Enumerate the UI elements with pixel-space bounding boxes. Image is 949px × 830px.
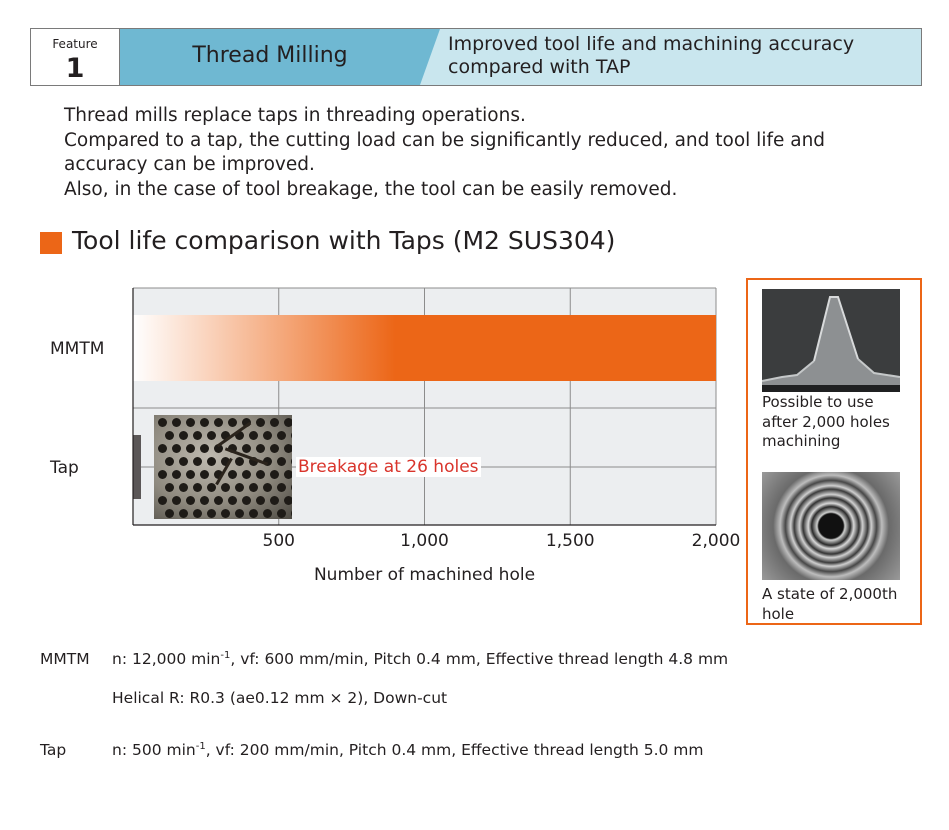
hole-mark (277, 431, 286, 440)
hole-mark (172, 418, 181, 427)
hole-mark (256, 470, 265, 479)
x-tick-0: 500 (262, 531, 295, 551)
hole-mark (186, 470, 195, 479)
feature-subtitle-line: Improved tool life and machining accuracy (448, 33, 855, 55)
feature-subtitle (448, 33, 918, 79)
tap-condition-label: Tap (40, 741, 67, 759)
hole-mark (193, 431, 202, 440)
hole-mark (221, 483, 230, 492)
intro-line: Also, in the case of tool breakage, the tool can be easily removed. (64, 178, 678, 200)
caption-after-2000-holes (762, 393, 912, 452)
hole-mark (235, 509, 244, 518)
hole-mark (291, 509, 292, 518)
hole-mark (270, 444, 279, 453)
hole-mark (228, 418, 237, 427)
x-tick-labels (263, 531, 741, 551)
hole-mark (193, 457, 202, 466)
hole-mark (207, 509, 216, 518)
hole-mark (263, 431, 272, 440)
mmtm-speed: n: 12,000 min (112, 650, 221, 669)
hole-mark (186, 496, 195, 505)
hole-mark (186, 418, 195, 427)
hole-mark (207, 431, 216, 440)
feature-word: Feature (52, 37, 98, 51)
mmtm-condition-line1 (112, 650, 728, 668)
hole-mark (284, 496, 292, 505)
hole-mark (172, 444, 181, 453)
caption-line: after 2,000 holes (762, 412, 890, 431)
hole-mark (193, 509, 202, 518)
y-tick-tap: Tap (50, 458, 79, 478)
hole-mark (221, 509, 230, 518)
section-marker (40, 232, 62, 254)
feature-subtitle-line: compared with TAP (448, 56, 631, 78)
bar-mmtm (133, 315, 716, 381)
y-tick-labels (49, 339, 104, 478)
hole-mark (207, 457, 216, 466)
y-tick-mmtm: MMTM (50, 339, 105, 359)
hole-mark (179, 509, 188, 518)
hole-mark (242, 444, 251, 453)
intro-paragraph (64, 104, 924, 202)
tap-breakage-photo (154, 415, 292, 519)
hole-mark (284, 444, 292, 453)
hole-mark (242, 496, 251, 505)
x-tick-3: 2,000 (691, 531, 741, 551)
hole-mark (158, 470, 167, 479)
hole-mark (284, 418, 292, 427)
hole-mark (165, 457, 174, 466)
tap-speed-exponent: -1 (195, 741, 206, 752)
x-tick-1: 1,000 (400, 531, 449, 551)
hole-mark (235, 457, 244, 466)
hole-mark (235, 483, 244, 492)
hole-mark (228, 496, 237, 505)
hole-mark (165, 509, 174, 518)
mmtm-speed-exponent: -1 (220, 650, 231, 661)
tap-params: , vf: 200 mm/min, Pitch 0.4 mm, Effective thread length 5.0 mm (205, 741, 704, 760)
hole-mark (291, 483, 292, 492)
hole-mark (214, 496, 223, 505)
caption-line: Possible to use (762, 393, 874, 411)
hole-mark (207, 483, 216, 492)
feature-title: Thread Milling (192, 43, 348, 68)
feature-badge (30, 28, 120, 86)
hole-mark (263, 483, 272, 492)
hole-mark (158, 418, 167, 427)
tap-condition-line (112, 741, 703, 759)
hole-mark (200, 496, 209, 505)
threaded-hole-photo (762, 472, 900, 580)
intro-line: Compared to a tap, the cutting load can be significantly reduced, and tool life and (64, 129, 826, 151)
hole-mark (193, 483, 202, 492)
hole-mark (263, 509, 272, 518)
intro-line: Thread mills replace taps in threading operations. (64, 105, 526, 126)
caption-2000th-hole (762, 585, 912, 624)
bar-tap (133, 435, 141, 499)
hole-mark (228, 470, 237, 479)
hole-mark (172, 470, 181, 479)
hole-mark (256, 444, 265, 453)
mmtm-condition-line2: Helical R: R0.3 (ae0.12 mm × 2), Down-cut (112, 689, 448, 707)
breakage-annotation: Breakage at 26 holes (298, 457, 479, 477)
hole-mark (291, 457, 292, 466)
hole-mark (242, 470, 251, 479)
hole-mark (284, 470, 292, 479)
hole-mark (172, 496, 181, 505)
hole-mark (256, 418, 265, 427)
hole-mark (270, 418, 279, 427)
tap-speed: n: 500 min (112, 741, 196, 760)
hole-mark (186, 444, 195, 453)
hole-mark (249, 509, 258, 518)
hole-mark (277, 509, 286, 518)
hole-mark (200, 470, 209, 479)
hole-mark (270, 470, 279, 479)
hole-mark (200, 444, 209, 453)
hole-mark (277, 457, 286, 466)
hole-mark (277, 483, 286, 492)
feature-number: 1 (65, 53, 85, 84)
section-title: Tool life comparison with Taps (M2 SUS304) (72, 226, 616, 255)
feature-title-panel (120, 29, 440, 85)
x-axis-label: Number of machined hole (313, 565, 536, 585)
caption-line: machining (762, 432, 841, 450)
hole-mark (256, 496, 265, 505)
hole-mark (179, 457, 188, 466)
caption-line: A state of 2,000th (762, 585, 898, 603)
intro-line: accuracy can be improved. (64, 154, 315, 175)
mmtm-params: , vf: 600 mm/min, Pitch 0.4 mm, Effective thread length 4.8 mm (230, 650, 729, 669)
hole-mark (214, 418, 223, 427)
hole-mark (249, 431, 258, 440)
hole-mark (179, 483, 188, 492)
caption-line: hole (762, 604, 795, 623)
hole-mark (165, 483, 174, 492)
hole-mark (200, 418, 209, 427)
thread-profile-image (762, 289, 900, 392)
mmtm-condition-label: MMTM (40, 650, 90, 668)
thread-profile-photo (762, 289, 900, 392)
x-tick-2: 1,500 (545, 531, 595, 551)
tool-life-chart (0, 280, 760, 570)
hole-mark (179, 431, 188, 440)
hole-mark (165, 431, 174, 440)
hole-mark (158, 444, 167, 453)
hole-mark (249, 483, 258, 492)
hole-mark (270, 496, 279, 505)
hole-mark (158, 496, 167, 505)
hole-mark (291, 431, 292, 440)
